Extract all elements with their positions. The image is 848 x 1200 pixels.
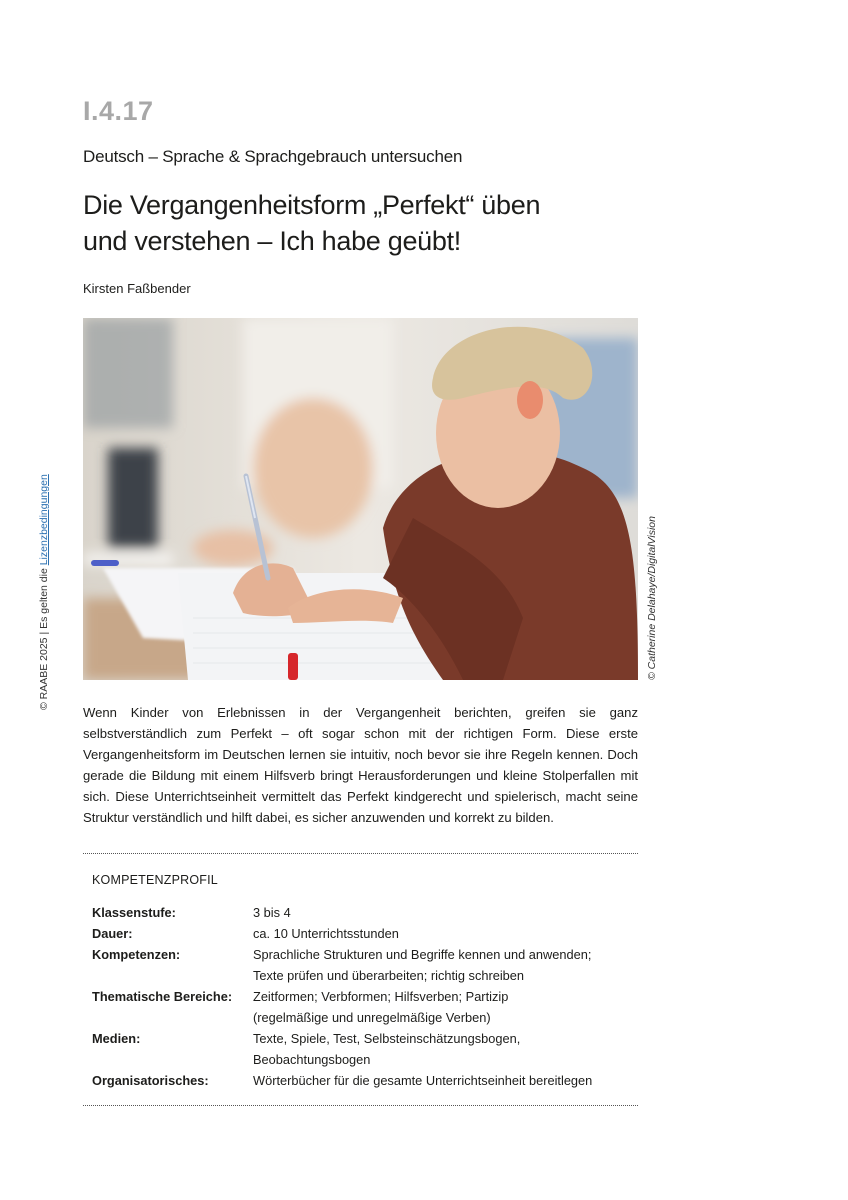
profile-value-line: Wörterbücher für die gesamte Unterrichtseinheit bereitlegen: [253, 1073, 593, 1088]
unit-number: I.4.17: [83, 96, 154, 126]
profile-heading: KOMPETENZPROFIL: [92, 873, 218, 887]
profile-value-line: 3 bis 4: [253, 905, 291, 920]
profile-row-organisation: [92, 1070, 632, 1091]
profile-value-line: Texte prüfen und überarbeiten; richtig schreiben: [253, 968, 525, 983]
photo-illustration: [83, 318, 638, 680]
author-name: Kirsten Faßbender: [83, 281, 191, 296]
document-title: [83, 187, 540, 259]
title-line-1: Die Vergangenheitsform „Perfekt“ üben: [83, 190, 541, 220]
profile-value: [253, 923, 632, 944]
profile-row-media: [92, 1028, 632, 1070]
profile-value-line: Beobachtungsbogen: [253, 1052, 371, 1067]
subject-line: Deutsch – Sprache & Sprachgebrauch untersuchen: [83, 147, 463, 166]
profile-value-line: (regelmäßige und unregelmäßige Verben): [253, 1010, 491, 1025]
profile-value-line: Sprachliche Strukturen und Begriffe kennen und anwenden;: [253, 947, 592, 962]
profile-label: Dauer:: [92, 926, 133, 941]
license-prefix: © RAABE 2025 | Es gelten die: [38, 565, 50, 710]
profile-value-line: Zeitformen; Verbformen; Hilfsverben; Partizip: [253, 989, 509, 1004]
profile-value-line: ca. 10 Unterrichtsstunden: [253, 926, 399, 941]
intro-paragraph: Wenn Kinder von Erlebnissen in der Vergangenheit berichten, greifen sie ganz selbstverständlich zum Perfekt – oft sogar schon mit der richtigen Form. Diese erste Vergangenheitsform im Deutschen lernen sie intuitiv, noch bevor sie ihre Regeln kennen. Doch gerade die Bildung mit einem Hilfsverb bringt Herausforderungen und kleine Stolperfallen mit sich. Diese Unterrichtseinheit vermittelt das Perfekt kindgerecht und spielerisch, macht seine Struktur verständlich und hilft dabei, es sicher anzuwenden und korrekt zu bilden.: [83, 705, 638, 825]
profile-label: Medien:: [92, 1031, 141, 1046]
competence-profile: [92, 873, 632, 1091]
photo-credit: © Catherine Delahaye/DigitalVision: [646, 516, 658, 680]
profile-value: [253, 902, 632, 923]
profile-label: Thematische Bereiche:: [92, 989, 233, 1004]
profile-label: Kompetenzen:: [92, 947, 181, 962]
profile-value: [253, 1070, 632, 1091]
license-note: [38, 474, 50, 710]
profile-value: [253, 986, 632, 1028]
profile-label: Klassenstufe:: [92, 905, 176, 920]
profile-value: [253, 944, 632, 986]
title-line-2: und verstehen – Ich habe geübt!: [83, 226, 461, 256]
profile-value: [253, 1028, 632, 1070]
profile-row-topics: [92, 986, 632, 1028]
bottom-dotted-divider: [83, 1105, 638, 1106]
profile-row-competencies: [92, 944, 632, 986]
profile-row-duration: [92, 923, 632, 944]
cover-photo: [83, 318, 638, 680]
top-dotted-divider: [83, 853, 638, 854]
profile-row-grade: [92, 902, 632, 923]
profile-value-line: Texte, Spiele, Test, Selbsteinschätzungsbogen,: [253, 1031, 521, 1046]
license-link[interactable]: Lizenzbedingungen: [38, 474, 50, 566]
profile-label: Organisatorisches:: [92, 1073, 209, 1088]
